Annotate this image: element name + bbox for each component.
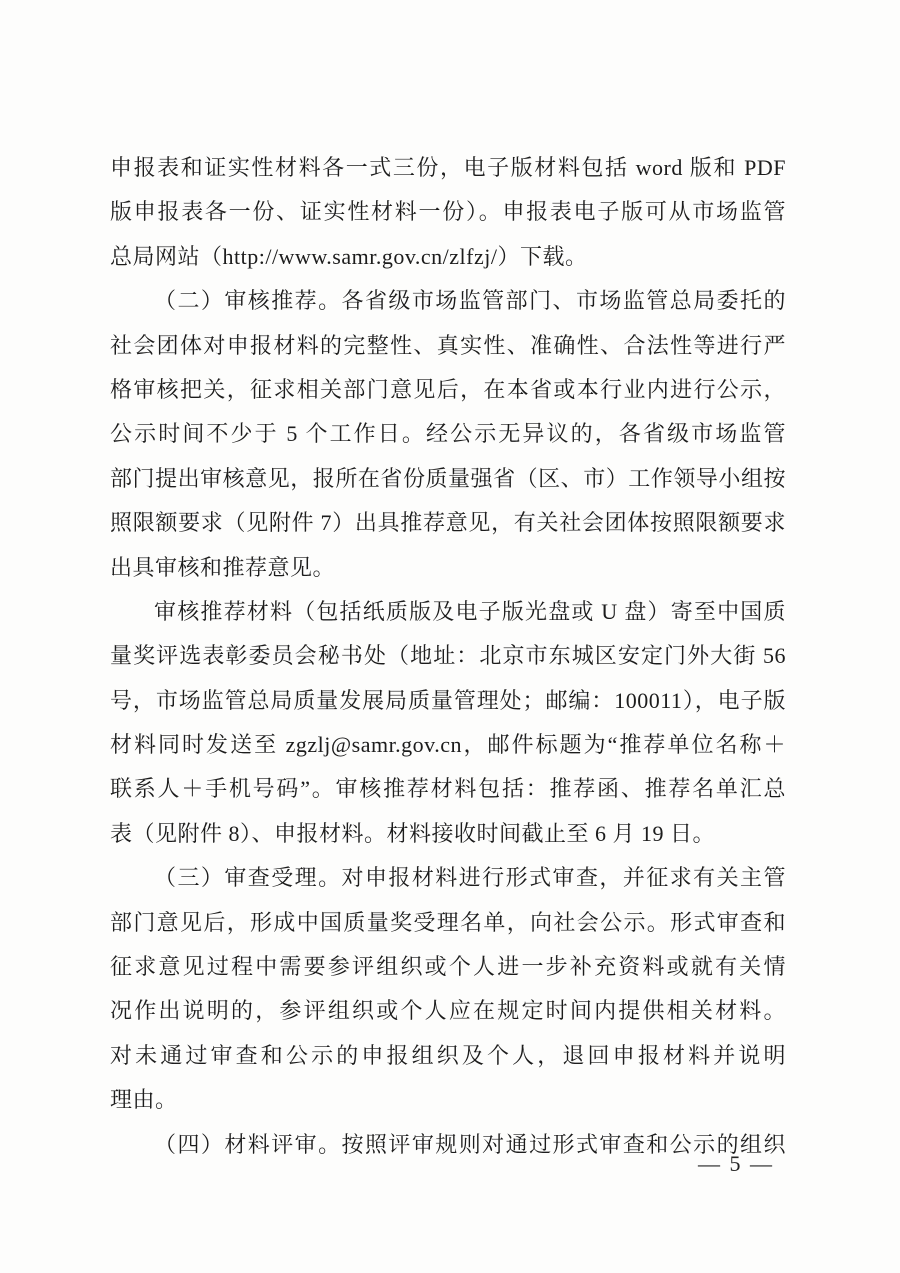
- text-line: 出具审核和推荐意见。: [110, 554, 336, 580]
- text-line: 况作出说明的，参评组织或个人应在规定时间内提供相关材料。: [110, 998, 786, 1024]
- text-line: 申报表和证实性材料各一式三份，电子版材料包括 word 版和 PDF: [110, 155, 786, 180]
- text-line: 对未通过审查和公示的申报组织及个人，退回申报材料并说明: [110, 1042, 786, 1068]
- text-line-section-3-heading: （三）审查受理。对申报材料进行形式审查，并征求有关主管: [154, 865, 786, 891]
- text-line: 号，市场监管总局质量发展局质量管理处；邮编：100011），电子版: [110, 687, 786, 713]
- text-line: 征求意见过程中需要参评组织或个人进一步补充资料或就有关情: [110, 954, 786, 980]
- text-line: 理由。: [110, 1087, 178, 1113]
- document-body: [110, 146, 786, 1167]
- text-line: 部门提出审核意见，报所在省份质量强省（区、市）工作领导小组按: [110, 465, 786, 491]
- text-line: 审核推荐材料（包括纸质版及电子版光盘或 U 盘）寄至中国质: [154, 598, 786, 624]
- text-line: 版申报表各一份、证实性材料一份）。申报表电子版可从市场监管: [110, 199, 786, 225]
- text-line: 部门意见后，形成中国质量奖受理名单，向社会公示。形式审查和: [110, 909, 786, 935]
- text-line-section-4-heading: （四）材料评审。按照评审规则对通过形式审查和公示的组织: [154, 1131, 786, 1157]
- text-line: 格审核把关，征求相关部门意见后，在本省或本行业内进行公示，: [110, 376, 786, 402]
- text-line-section-2-heading: （二）审核推荐。各省级市场监管部门、市场监管总局委托的: [154, 288, 786, 314]
- text-line: 照限额要求（见附件 7）出具推荐意见，有关社会团体按照限额要求: [110, 510, 786, 536]
- text-line: 总局网站（http://www.samr.gov.cn/zlfzj/）下载。: [110, 243, 588, 269]
- text-line: 表（见附件 8）、申报材料。材料接收时间截止至 6 月 19 日。: [110, 820, 716, 846]
- text-line: 社会团体对申报材料的完整性、真实性、准确性、合法性等进行严: [110, 332, 786, 358]
- text-line: 材料同时发送至 zgzlj@samr.gov.cn，邮件标题为“推荐单位名称＋: [110, 732, 786, 758]
- text-line: 公示时间不少于 5 个工作日。经公示无异议的，各省级市场监管: [110, 421, 786, 447]
- text-line: 量奖评选表彰委员会秘书处（地址：北京市东城区安定门外大街 56: [110, 643, 786, 669]
- page-number: — 5 —: [698, 1151, 774, 1176]
- text-line: 联系人＋手机号码”。审核推荐材料包括：推荐函、推荐名单汇总: [110, 776, 786, 802]
